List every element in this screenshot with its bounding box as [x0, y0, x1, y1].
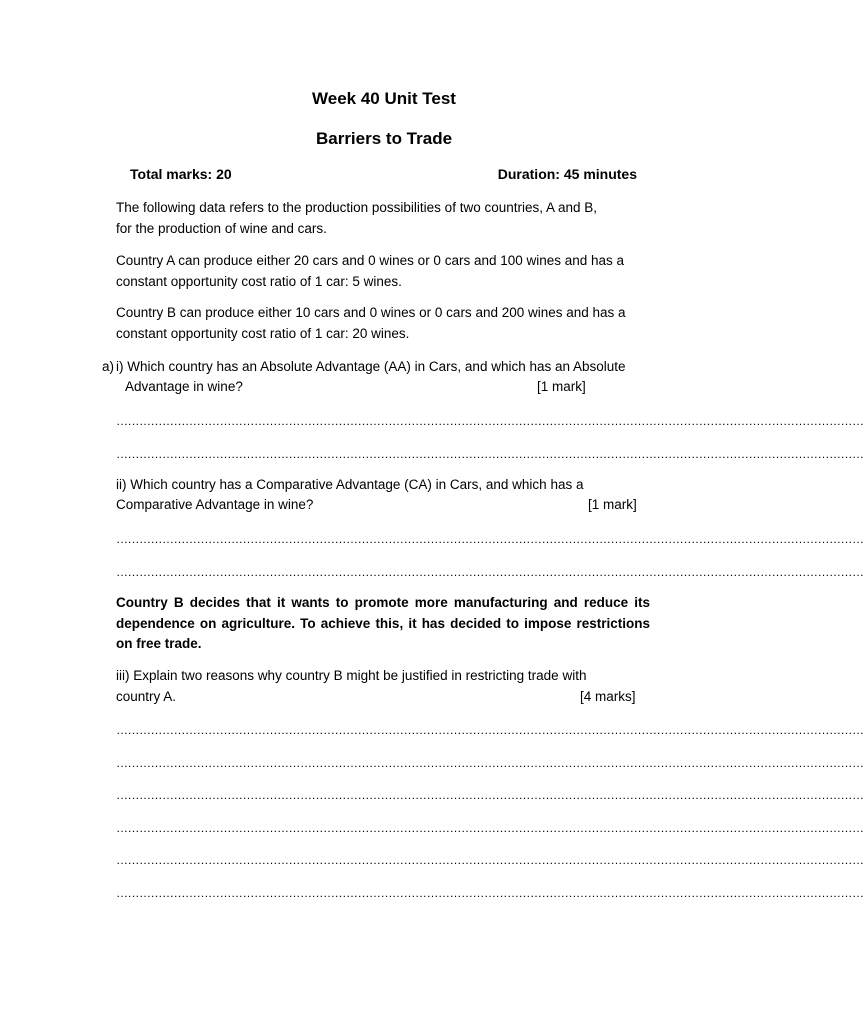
answer-line[interactable]: …………………………………………………………………………………………………………………………………………………………………………… — [116, 532, 864, 546]
question-i-marks: [1 mark] — [537, 379, 586, 394]
answer-line[interactable]: …………………………………………………………………………………………………………………………………………………………………………… — [116, 788, 864, 802]
intro-paragraph — [116, 198, 597, 239]
scenario-paragraph — [116, 593, 650, 655]
question-ii-line-1: ii) Which country has a Comparative Advantage (CA) in Cars, and which has a — [116, 477, 584, 492]
scenario-line-3: on free trade. — [116, 636, 202, 651]
question-iii-line-1: iii) Explain two reasons why country B might be justified in restricting trade with — [116, 668, 587, 683]
answer-line[interactable]: …………………………………………………………………………………………………………………………………………………………………………… — [116, 886, 864, 900]
answer-line[interactable]: …………………………………………………………………………………………………………………………………………………………………………… — [116, 414, 864, 428]
question-i-line-1: i) Which country has an Absolute Advantage (AA) in Cars, and which has an Absolute — [116, 359, 626, 374]
answer-line[interactable]: …………………………………………………………………………………………………………………………………………………………………………… — [116, 853, 864, 867]
country-b-paragraph — [116, 303, 626, 344]
answer-line[interactable]: …………………………………………………………………………………………………………………………………………………………………………… — [116, 821, 864, 835]
scenario-line-2: dependence on agriculture. To achieve this, it has decided to impose restrictions — [116, 615, 650, 631]
scenario-line-1: Country B decides that it wants to promote more manufacturing and reduce its — [116, 595, 650, 610]
country-a-paragraph — [116, 251, 624, 292]
country-a-line-1: Country A can produce either 20 cars and 0 wines or 0 cars and 100 wines and has a — [116, 253, 625, 268]
answer-line[interactable]: …………………………………………………………………………………………………………………………………………………………………………… — [116, 756, 864, 770]
country-a-line-2: constant opportunity cost ratio of 1 car: 5 wines. — [116, 273, 402, 289]
question-iii-line-2: country A. — [116, 689, 177, 704]
test-title: Week 40 Unit Test — [312, 89, 456, 108]
question-a-label: a) — [102, 359, 115, 374]
question-i-line-2: Advantage in wine? — [125, 379, 243, 394]
duration: Duration: 45 minutes — [497, 166, 637, 182]
total-marks: Total marks: 20 — [130, 166, 232, 182]
intro-line-1: The following data refers to the production possibilities of two countries, A and B, — [116, 200, 598, 215]
country-b-line-2: constant opportunity cost ratio of 1 car: 20 wines. — [116, 325, 410, 341]
question-ii-line-2: Comparative Advantage in wine? — [116, 497, 314, 512]
answer-line[interactable]: …………………………………………………………………………………………………………………………………………………………………………… — [116, 447, 864, 461]
intro-line-2: for the production of wine and cars. — [116, 220, 327, 236]
country-b-line-1: Country B can produce either 10 cars and 0 wines or 0 cars and 200 wines and has a — [116, 305, 626, 320]
test-subtitle: Barriers to Trade — [315, 129, 453, 148]
answer-line[interactable]: …………………………………………………………………………………………………………………………………………………………………………… — [116, 565, 864, 579]
question-ii-marks: [1 mark] — [588, 497, 637, 512]
question-iii-marks: [4 marks] — [580, 689, 636, 704]
answer-line[interactable]: …………………………………………………………………………………………………………………………………………………………………………… — [116, 723, 864, 737]
